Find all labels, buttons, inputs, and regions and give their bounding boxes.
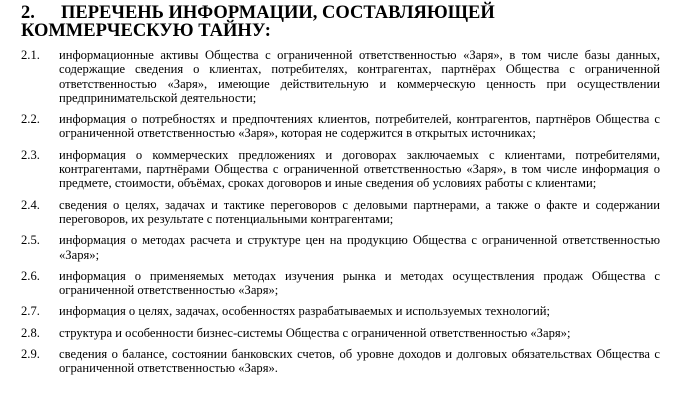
item-number: 2.4. (21, 197, 40, 212)
item-number: 2.8. (21, 325, 40, 340)
list-item (21, 304, 660, 318)
list-item (21, 269, 660, 298)
list-item (21, 148, 660, 191)
item-text: информация о целях, задачах, особенностях разрабатываемых и используемых технологий; (59, 304, 551, 319)
item-number: 2.6. (21, 268, 40, 283)
item-text: сведения о целях, задачах и тактике переговоров с деловыми партнерами, а также о факте и содержании переговоров, их результате с потенциальными контрагентами; (59, 197, 660, 226)
item-text: информация о коммерческих предложениях и договорах заключаемых с клиентами, потребителями, контрагентами, партнёрами Общества с ограниченной ответственностью «Заря», в том числе информация о предмете, стоимости, объёмах, сроках договоров и иные сведения об условиях работы с клиентами; (59, 147, 660, 191)
item-text: сведения о балансе, состоянии банковских счетов, об уровне доходов и долговых обязательствах Общества с ограниченной ответственностью «Заря». (59, 347, 660, 376)
list-item (21, 347, 660, 376)
item-number: 2.2. (21, 112, 40, 127)
list-item (21, 48, 660, 105)
list-item (21, 198, 660, 227)
list-item (21, 326, 660, 340)
item-number: 2.3. (21, 147, 40, 162)
section-number: 2. (21, 3, 35, 23)
item-text: информация о потребностях и предпочтениях клиентов, потребителей, контрагентов, партнёров Общества с ограниченной ответственностью «Заря», которая не содержится в открытых источниках; (59, 112, 660, 141)
list-item (21, 233, 660, 262)
list-item (21, 112, 660, 141)
section-title: ПЕРЕЧЕНЬ ИНФОРМАЦИИ, СОСТАВЛЯЮЩЕЙ КОММЕРЧЕСКУЮ ТАЙНУ: (21, 3, 495, 41)
item-text: информация о методах расчета и структуре цен на продукцию Общества с ограниченной ответственностью «Заря»; (59, 233, 660, 262)
section-heading (21, 4, 660, 40)
item-number: 2.1. (21, 48, 40, 62)
item-text: информация о применяемых методах изучения рынка и методах осуществления продаж Общества с ограниченной ответственностью «Заря»; (59, 268, 660, 298)
item-number: 2.9. (21, 347, 40, 362)
info-list (21, 48, 660, 376)
item-text: структура и особенности бизнес-системы Общества с ограниченной ответственностью «Заря»; (59, 325, 571, 340)
item-number: 2.7. (21, 304, 40, 319)
item-number: 2.5. (21, 233, 40, 248)
item-text: информационные активы Общества с ограниченной ответственностью «Заря», в том числе базы данных, содержащие сведения о клиентах, потребителях, контрагентах, партнёрах Общества с ограниченной ответственностью «Заря», имеющие действительную и коммерческую ценность при осуществлении предпринимательской деятельности; (59, 48, 660, 105)
